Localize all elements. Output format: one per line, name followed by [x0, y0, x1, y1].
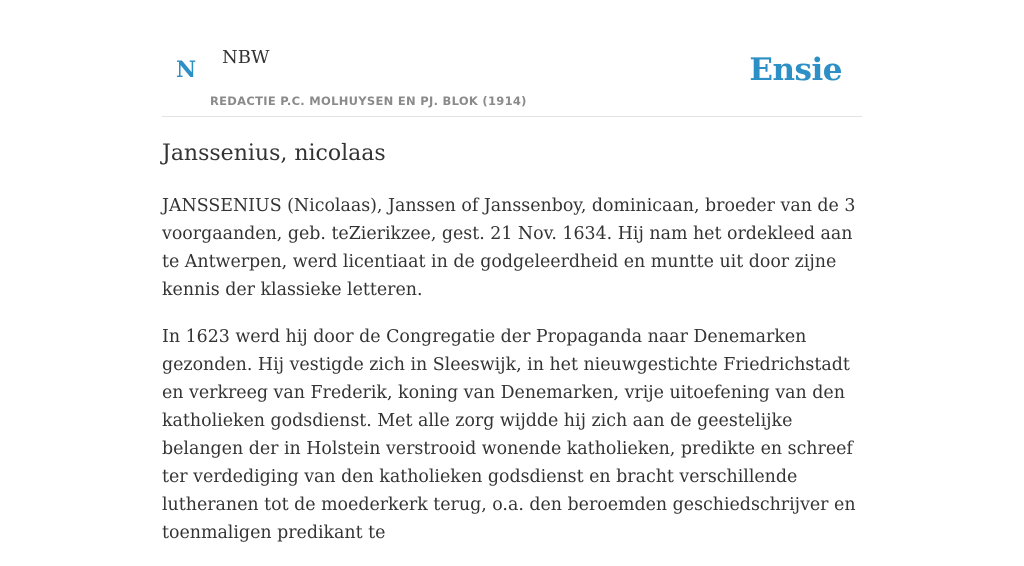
- brand-logo[interactable]: Ensie: [749, 52, 842, 88]
- page-title: Janssenius, nicolaas: [162, 141, 386, 166]
- article-paragraph-2: In 1623 werd hij door de Congregatie der Propaganda naar Denemarken gezonden. Hij vestigde zich in Sleeswijk, in het nieuwgestichte Friedrichstadt en verkreeg van Frederik, koning van Denemarken, vrije uitoefening van den katholieken godsdienst. Met alle zorg wijdde hij zich aan de geestelijke belangen der in Holstein verstrooid wonende katholieken, predikte en schreef ter verdediging van den katholieken godsdienst en bracht verschillende lutheranen tot de moederkerk terug, o.a. den beroemden geschiedschrijver en toenmaligen predikant te: [162, 327, 856, 543]
- source-logo[interactable]: N: [176, 57, 197, 83]
- source-header: [162, 0, 862, 117]
- article-paragraph-1: JANSSENIUS (Nicolaas), Janssen of Janssenboy, dominicaan, broeder van de 3 voorgaanden, geb. teZierikzee, gest. 21 Nov. 1634. Hij nam het ordekleed aan te Antwerpen, werd licentiaat in de godgeleerdheid en muntte uit door zijne kennis der klassieke letteren.: [162, 196, 856, 300]
- source-name[interactable]: NBW: [222, 47, 270, 68]
- source-subtitle: REDACTIE P.C. MOLHUYSEN EN PJ. BLOK (1914): [210, 94, 527, 108]
- article-body: [162, 192, 864, 566]
